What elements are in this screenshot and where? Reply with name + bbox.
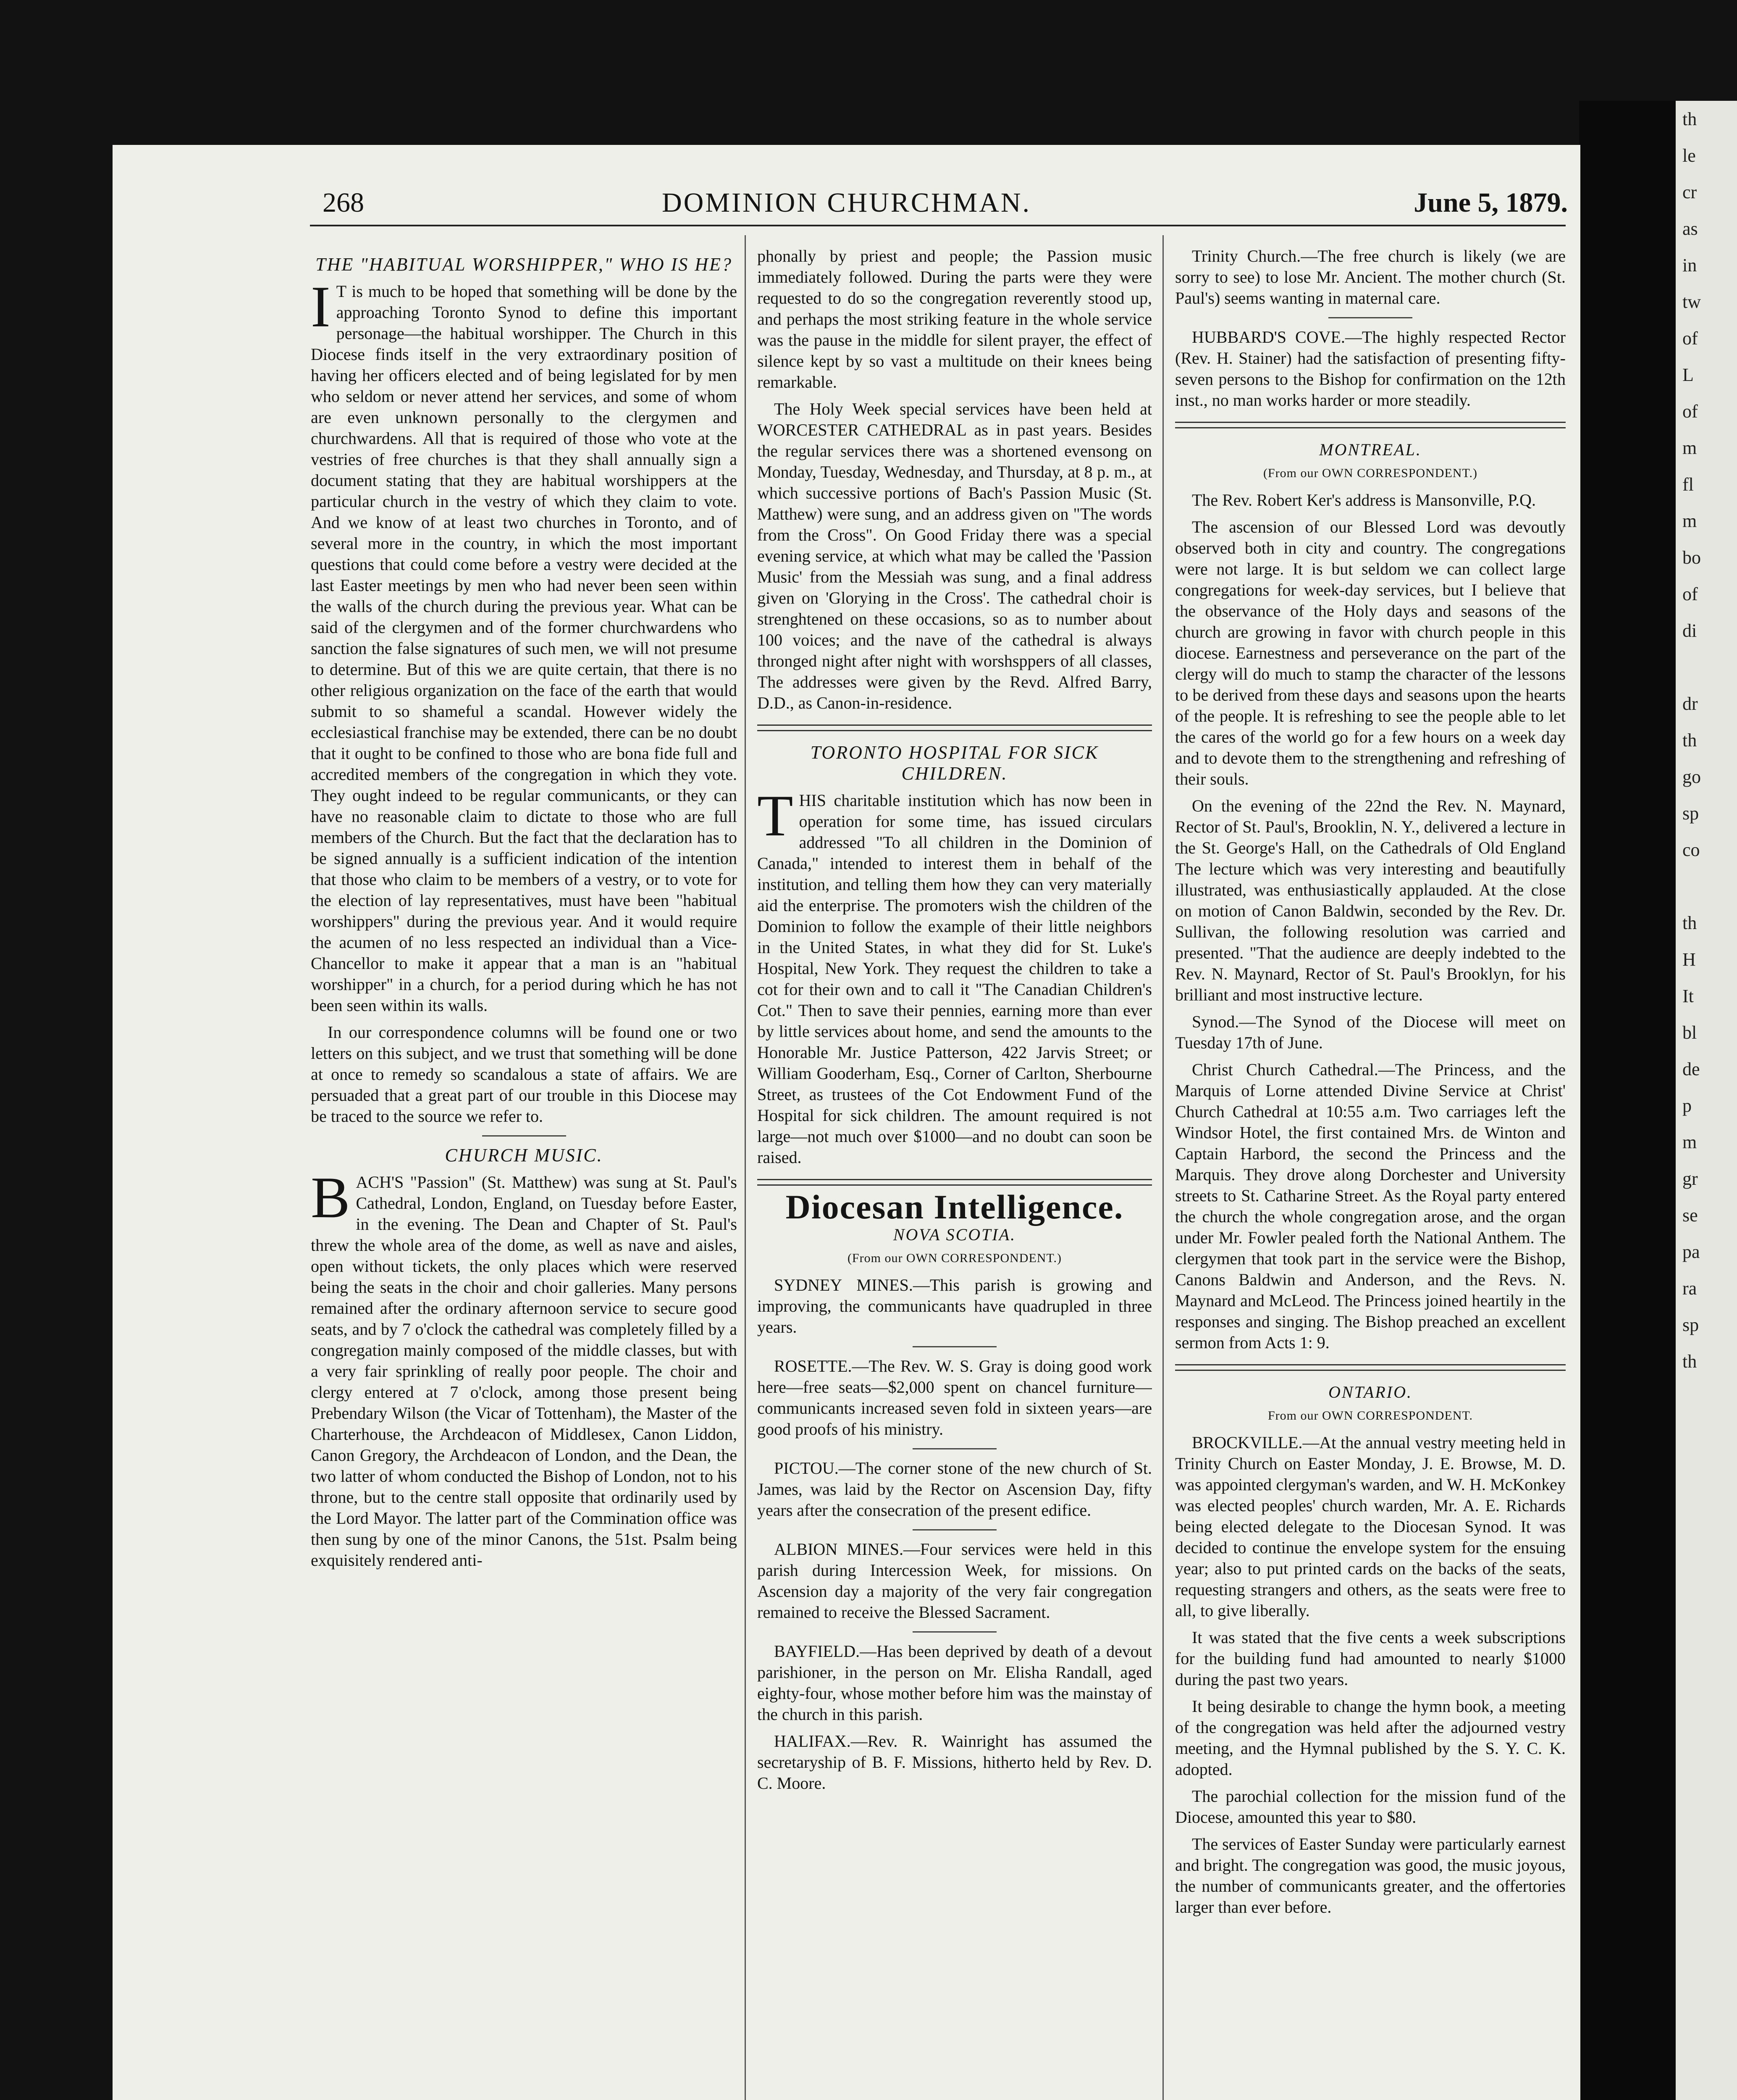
- news-item: The Rev. Robert Ker's address is Mansonville, P.Q.: [1192, 491, 1536, 509]
- column-rule: [1162, 235, 1164, 2100]
- adjacent-page-text-fragment: sp: [1682, 803, 1699, 824]
- adjacent-page-text-fragment: gr: [1682, 1168, 1698, 1189]
- header-rule: [310, 225, 1566, 226]
- region-title-montreal: MONTREAL.: [1319, 440, 1422, 459]
- double-rule: [757, 1179, 1152, 1186]
- item-divider: [913, 1346, 997, 1347]
- news-item: The ascension of our Blessed Lord was devoutly observed both in city and country. The congregations were not large. It is but seldom we can collect large congregations for week-day services, but I believe that the observance of the Holy days and seasons of the church are growing in favor with church people in this diocese. Earnestness and perseverance on the part of the clergy will do much to stamp the character of the lessons to be derived from these days and seasons upon the hearts of the people. It is refreshing to see the people able to let the cares of the world go for a few hours on a week day and to devote them to the strengthening and refreshing of their souls.: [1175, 517, 1566, 788]
- item-divider: [1328, 317, 1412, 318]
- adjacent-page-text-fragment: dr: [1682, 693, 1698, 714]
- column-2: [757, 246, 1152, 2100]
- adjacent-page-text-fragment: as: [1682, 218, 1698, 239]
- article-title-sick-children-hospital: TORONTO HOSPITAL FOR SICK CHILDREN.: [810, 742, 1099, 784]
- adjacent-page-text-fragment: tw: [1682, 291, 1701, 312]
- item-divider: [913, 1631, 997, 1633]
- news-item: HALIFAX.—Rev. R. Wainright has assumed the secretaryship of B. F. Missions, hitherto held by Rev. D. C. Moore.: [757, 1732, 1152, 1793]
- page-spine-shadow: [1579, 101, 1676, 2100]
- section-divider: [482, 1135, 566, 1137]
- section-title-diocesan-intelligence: Diocesan Intelligence.: [785, 1188, 1124, 1226]
- adjacent-page-text-fragment: th: [1682, 913, 1697, 933]
- adjacent-page-text-fragment: th: [1682, 109, 1697, 129]
- item-divider: [913, 1529, 997, 1530]
- adjacent-page-text-fragment: de: [1682, 1059, 1700, 1079]
- page-number: 268: [323, 187, 364, 218]
- adjacent-page-text-fragment: di: [1682, 620, 1697, 641]
- drop-cap: T: [757, 783, 793, 848]
- article-paragraph: In our correspondence columns will be found one or two letters on this subject, and we trust that something will be done at once to remedy so scandalous a state of affairs. We are persuaded that a great part of our trouble in this Diocese may be traced to the source we refer to.: [311, 1023, 737, 1126]
- adjacent-page-text-fragment: of: [1682, 584, 1698, 604]
- news-item: BROCKVILLE.—At the annual vestry meeting held in Trinity Church on Easter Monday, J. E. Browse, M. D. was appointed clergyman's warden, and W. H. McKonkey was elected peoples' church warden, Mr. A. E. Richards being elected delegate to the Diocesan Synod. It was decided to continue the envelope system for the ensuing year; also to put printed cards on the backs of the seats, requesting strangers and others, as the seats were free to all, to give liberally.: [1175, 1433, 1566, 1620]
- news-item: On the evening of the 22nd the Rev. N. Maynard, Rector of St. Paul's, Brooklin, N. Y., delivered a lecture in the St. George's Hall, on the Cathedrals of Old England The lecture which was very interesting and beautifully illustrated, was enthusiastically applauded. At the close on motion of Canon Baldwin, seconded by the Rev. Dr. Sullivan, the following resolution was carried and presented. "That the audience are deeply indebted to the Rev. N. Maynard, Rector of St. Paul's Brooklyn, for his brilliant and most instructive lecture.: [1175, 796, 1566, 1004]
- article-paragraph: BACH'S "Passion" (St. Matthew) was sung at St. Paul's Cathedral, London, England, on Tuesday before Easter, in the evening. The Dean and Chapter of St. Paul's threw the whole area of the dome, as well as nave and aisles, open without tickets, the only places which were reserved being the seats in the choir and choir galleries. Many persons remained after the ordinary afternoon service to secure good seats, and by 7 o'clock the cathedral was completely filled by a congregation mainly composed of the middle classes, but with a very fair sprinkling of really poor people. The choir and clergy entered at 7 o'clock, among those present being Prebendary Wilson (the Vicar of Tottenham), the Master of the Charterhouse, the Archdeacon of Middlesex, Canon Liddon, Canon Gregory, the Archdeacon of London, and the Dean, the two latter of whom conducted the Bishop of London, not to his throne, but to the centre stall opposite that ordinarily used by the Lord Mayor. The latter part of the Commination office was then sung by one of the minor Canons, the 51st. Psalm being exquisitely rendered anti-: [311, 1165, 737, 1570]
- article-paragraph: THIS charitable institution which has now been in operation for some time, has issued circulars addressed "To all children in the Dominion of Canada," intended to interest them in behalf of the institution, and telling them how they can very materially aid the enterprise. The promoters wish the children of the Dominion to follow the example of their little neighbors in the United States, in what they did for St. Luke's Hospital, New York. They request the children to take a cot for their own and to call it "The Canadian Children's Cot." Then to save their pennies, earning more than ever by little services about home, and send the amounts to the Honorable Mr. Justice Patterson, 422 Jarvis Street; or William Gooderham, Esq., Corner of Carlton, Sherbourne Street, as trustees of the Cot Endowment Fund of the Hospital for sick children. The amount required is not large—not much over $1000—and no doubt can soon be raised.: [757, 783, 1152, 1167]
- correspondent-note: From our OWN CORRESPONDENT.: [1267, 1409, 1473, 1423]
- adjacent-page-text-fragment: m: [1682, 511, 1697, 531]
- adjacent-page-text-fragment: go: [1682, 766, 1701, 787]
- adjacent-page-text-fragment: sp: [1682, 1315, 1699, 1335]
- adjacent-page-text-fragment: m: [1682, 1132, 1697, 1152]
- news-item: ALBION MINES.—Four services were held in this parish during Intercession Week, for missions. On Ascension day a majority of the very fair congregation remained to receive the Blessed Sacrament.: [757, 1540, 1152, 1622]
- adjacent-page-text-fragment: H: [1682, 949, 1696, 970]
- adjacent-page-text-fragment: [1676, 868, 1737, 905]
- article-title-church-music: CHURCH MUSIC.: [445, 1145, 603, 1166]
- double-rule: [757, 724, 1152, 731]
- column-3: [1175, 246, 1566, 2100]
- adjacent-page-text-fragment: L: [1682, 365, 1694, 385]
- region-title-ontario: ONTARIO.: [1328, 1383, 1412, 1402]
- news-item: The parochial collection for the mission fund of the Diocese, amounted this year to $80.: [1175, 1787, 1566, 1827]
- news-item: BAYFIELD.—Has been deprived by death of a devout parishioner, in the person on Mr. Elisha Randall, aged eighty-four, whose mother before him was the mainstay of the church in this parish.: [757, 1642, 1152, 1724]
- article-title-habitual-worshipper: THE "HABITUAL WORSHIPPER," WHO IS HE?: [315, 254, 732, 275]
- item-divider: [913, 1448, 997, 1449]
- news-item: PICTOU.—The corner stone of the new church of St. James, was laid by the Rector on Ascension Day, fifty years after the consecration of the present edifice.: [757, 1459, 1152, 1520]
- correspondent-note: (From our OWN CORRESPONDENT.): [847, 1251, 1062, 1265]
- adjacent-page-text-fragment: bo: [1682, 547, 1701, 568]
- adjacent-page-text-fragment: of: [1682, 328, 1698, 349]
- adjacent-page-text-fragment: th: [1682, 1351, 1697, 1372]
- adjacent-page-text-fragment: fl: [1682, 474, 1694, 495]
- drop-cap: B: [311, 1165, 350, 1230]
- adjacent-page-text-fragment: of: [1682, 401, 1698, 422]
- adjacent-page-text-fragment: se: [1682, 1205, 1698, 1226]
- adjacent-page-text-fragment: th: [1682, 730, 1697, 751]
- adjacent-page-text-fragment: It: [1682, 986, 1694, 1006]
- news-item: It being desirable to change the hymn book, a meeting of the congregation was held after the adjourned vestry meeting, and the Hymnal published by the S. Y. C. K. adopted.: [1175, 1697, 1566, 1779]
- news-item: SYDNEY MINES.—This parish is growing and improving, the communicants have quadrupled in three years.: [757, 1276, 1152, 1336]
- adjacent-page-text-fragment: ra: [1682, 1278, 1697, 1299]
- article-paragraph: I T is much to be hoped that something will be done by the approaching Toronto Synod to define this important personage—the habitual worshipper. The Church in this Diocese finds itself in the very extraordinary position of having her officers elected and of being legislated for by men who seldom or never attend her services, and some of whom are even unknown personally to the clergymen and churchwardens. All that is required of those who vote at the vestries of free churches is that they shall annually sign a document stating that they are habitual worshippers at the particular church in the vestry of which they claim to vote. And we know of at least two churches in Toronto, and of several more in the country, in which the most important questions that could come before a vestry were decided at the last Easter meetings by men who had never been seen within the walls of the church during the previous year. What can be said of the clergymen and of the former churchwardens who sanction the false signatures of such men, we will not presume to determine. But of this we are quite certain, that there is no other religious organization on the face of the earth that would submit to so shameful a scandal. However widely the ecclesiastical franchise may be extended, there can be no doubt that it ought to be confined to those who are bona fide full and accredited members of the congregation in which they vote. They ought indeed to be regular communicants, or they can have no reasonable claim to dictate to those who are full members of the Church. But the fact that the declaration has to be signed annually is a sufficient indication of the intention that those who claim to be members of a vestry, or to vote for the election of lay representatives, must have been "habitual worshippers" during the previous year. And it would require the acumen of no less respected an individual than a Vice-Chancellor to make it appear that a man is an "habitual worshipper" in a church, for a period during which he has not been seen within its walls.: [311, 274, 737, 1015]
- region-title-nova-scotia: NOVA SCOTIA.: [893, 1225, 1016, 1244]
- adjacent-page-text-fragment: m: [1682, 438, 1697, 458]
- adjacent-page-text-fragment: bl: [1682, 1022, 1697, 1043]
- correspondent-note: (From our OWN CORRESPONDENT.): [1263, 466, 1478, 480]
- drop-cap: I: [311, 274, 331, 339]
- article-paragraph: The Holy Week special services have been held at WORCESTER CATHEDRAL as in past years. Besides the regular services there was a shortened evensong on Monday, Tuesday, Wednesday, and Thursday, at 8 p. m., at which successive portions of Bach's Passion Music (St. Matthew) were sung, and an address given on "The words from the Cross". On Good Friday there was a special evening service, at which what may be called the 'Passion Music' from the Messiah was sung, and a final address given on 'Glorying in the Cross'. The cathedral choir is strenghtened on these occasions, so as to number about 100 voices; and the nave of the cathedral is always thronged night after night with worshsppers of all classes, The addresses were given by the Revd. Alfred Barry, D.D., as Canon-in-residence.: [757, 399, 1152, 712]
- masthead-title: DOMINION CHURCHMAN.: [661, 187, 1031, 218]
- news-item: It was stated that the five cents a week subscriptions for the building fund had amounted to nearly $1000 during the past two years.: [1175, 1628, 1566, 1689]
- adjacent-page-text-fragment: pa: [1682, 1242, 1700, 1262]
- issue-date: June 5, 1879.: [1414, 187, 1568, 218]
- newspaper-page: [113, 145, 1580, 2100]
- news-item: The services of Easter Sunday were particularly earnest and bright. The congregation was good, the music joyous, the number of communicants greater, and the offertories larger than ever before.: [1175, 1835, 1566, 1916]
- adjacent-page-text-fragment: co: [1682, 840, 1700, 860]
- adjacent-page-text-fragment: p: [1682, 1095, 1692, 1116]
- double-rule: [1175, 422, 1566, 428]
- adjacent-page-text-fragment: in: [1682, 255, 1697, 276]
- adjacent-page-text-fragment: le: [1682, 145, 1696, 166]
- article-paragraph: phonally by priest and people; the Passion music immediately followed. During the parts were they were requested to do so the congregation reverently stood up, and perhaps the most striking feature in the whole service was the pause in the middle for silent prayer, the effect of silence kept by so vast a multitude on their knees being remarkable.: [757, 247, 1152, 391]
- news-item: ROSETTE.—The Rev. W. S. Gray is doing good work here—free seats—$2,000 spent on chancel furniture—communicants increased seven fold in sixteen years—are good proofs of his ministry.: [757, 1357, 1152, 1438]
- adjacent-page-text-fragment: cr: [1682, 182, 1697, 202]
- column-1: [311, 246, 737, 2100]
- news-item: Synod.—The Synod of the Diocese will meet on Tuesday 17th of June.: [1175, 1012, 1566, 1052]
- news-item: Trinity Church.—The free church is likely (we are sorry to see) to lose Mr. Ancient. The mother church (St. Paul's) seems wanting in maternal care.: [1175, 247, 1566, 307]
- news-item: Christ Church Cathedral.—The Princess, and the Marquis of Lorne attended Divine Service at Christ' Church Cathedral at 10:55 a.m. Two carriages left the Windsor Hotel, the first contained Mrs. de Winton and Captain Harbord, the second the Princess and the Marquis. They drove along Dorchester and University streets to St. Catharine Street. As the Royal party entered the church the whole congregation arose, and the organ under Mr. Fowler pealed forth the National Anthem. The clergymen that took part in the service were the Bishop, Canons Baldwin and Anderson, and the Revs. N. Maynard and McLeod. The Princess joined heartily in the responses and singing. The Bishop preached an excellent sermon from Acts 1: 9.: [1175, 1060, 1566, 1352]
- news-item: HUBBARD'S COVE.—The highly respected Rector (Rev. H. Stainer) had the satisfaction of presenting fifty-seven persons to the Bishop for confirmation on the 12th inst., no man works harder or more steadily.: [1175, 328, 1566, 410]
- adjacent-page-text-fragment: [1676, 649, 1737, 685]
- double-rule: [1175, 1364, 1566, 1371]
- adjacent-page-fragment: [1676, 101, 1737, 2100]
- column-rule: [745, 235, 746, 2100]
